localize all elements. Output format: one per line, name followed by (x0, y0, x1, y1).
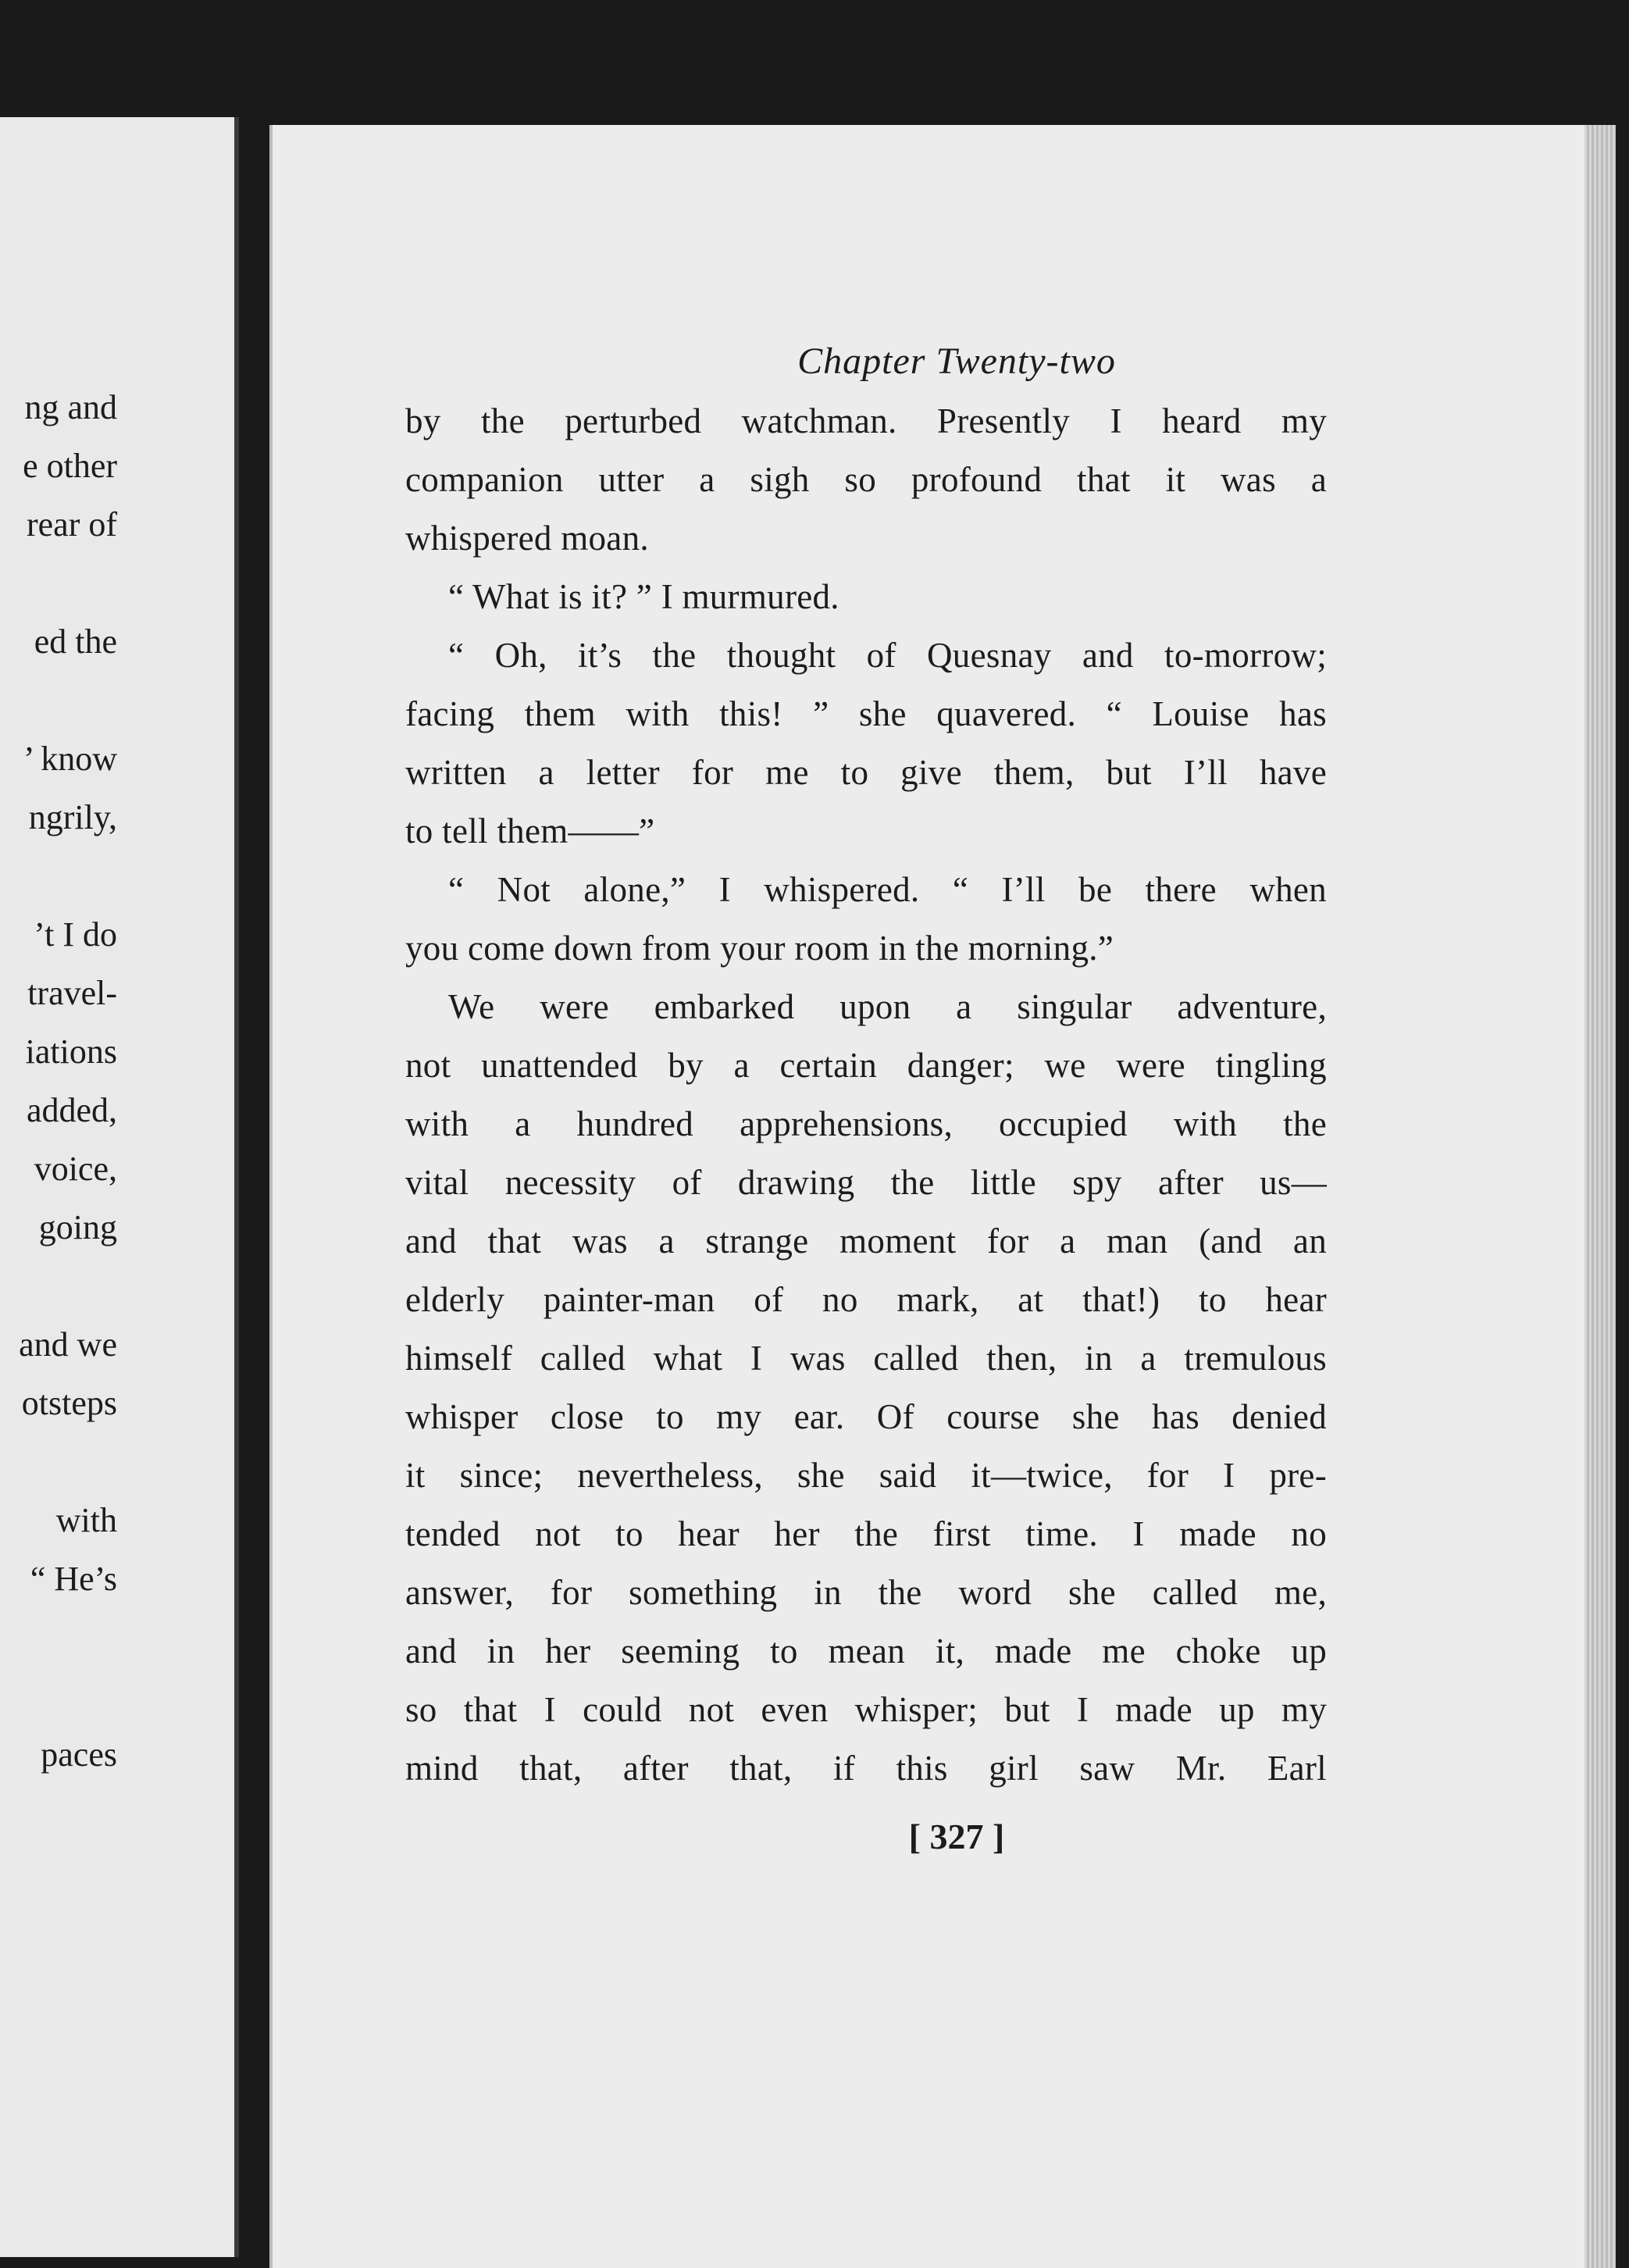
facing-page-fragment: added, (26, 1091, 117, 1129)
text-line: “ What is it? ” I murmured. (448, 577, 839, 616)
running-head: Chapter Twenty-two (797, 341, 1116, 382)
facing-page-fragment: with (55, 1501, 117, 1539)
text-line: mind that, after that, if this girl saw Mr. Earl (405, 1749, 1327, 1788)
text-line: and in her seeming to mean it, made me choke up (405, 1631, 1327, 1671)
facing-page-fragment: ’t I do (34, 915, 117, 954)
body-text (405, 392, 1327, 1798)
text-line: whisper close to my ear. Of course she has denied (405, 1397, 1327, 1436)
page-number: [ 327 ] (908, 1817, 1005, 1856)
facing-page-fragment: going (38, 1208, 117, 1246)
text-line: himself called what I was called then, in a tremulous (405, 1339, 1327, 1378)
text-line: We were embarked upon a singular adventure, (448, 987, 1327, 1026)
facing-page-fragment: “ He’s (30, 1560, 117, 1598)
facing-page-fragment: ’ know (23, 740, 117, 778)
text-line: answer, for something in the word she called me, (405, 1573, 1327, 1612)
text-line: by the perturbed watchman. Presently I heard my (405, 401, 1327, 440)
text-line: it since; nevertheless, she said it—twice, for I pre- (405, 1456, 1327, 1495)
book-page (269, 125, 1616, 2268)
facing-page-fragment: paces (41, 1735, 117, 1774)
text-line: so that I could not even whisper; but I made up my (405, 1690, 1327, 1729)
facing-page-fragment: ed the (34, 622, 117, 661)
text-line: you come down from your room in the morning.” (405, 929, 1114, 968)
text-line: tended not to hear her the first time. I made no (405, 1514, 1327, 1553)
facing-page-fragment: ngrily, (28, 798, 117, 836)
page-edge (1584, 125, 1616, 2268)
text-line: to tell them——” (405, 811, 655, 850)
facing-page-fragment: e other (23, 447, 117, 485)
facing-page-sliver (0, 117, 239, 2257)
facing-page-fragment: voice, (34, 1150, 117, 1188)
text-line: vital necessity of drawing the little spy after us— (405, 1163, 1327, 1202)
text-line: and that was a strange moment for a man (and an (405, 1221, 1327, 1261)
facing-page-fragment: travel- (27, 974, 117, 1012)
facing-page-fragment: ng and (24, 388, 117, 426)
text-line: whispered moan. (405, 519, 649, 558)
text-line: with a hundred apprehensions, occupied with the (405, 1104, 1327, 1143)
facing-page-fragment: iations (25, 1032, 117, 1071)
facing-page-fragment: otsteps (21, 1384, 117, 1422)
facing-page-fragment: rear of (26, 505, 117, 544)
text-line: elderly painter-man of no mark, at that!) to hear (405, 1280, 1327, 1319)
text-line: companion utter a sigh so profound that it was a (405, 460, 1327, 499)
text-line: not unattended by a certain danger; we were tingling (405, 1046, 1327, 1085)
text-line: “ Oh, it’s the thought of Quesnay and to-morrow; (448, 636, 1327, 675)
text-line: written a letter for me to give them, but I’ll have (405, 753, 1327, 792)
facing-page-fragment: and we (19, 1325, 117, 1364)
text-line: facing them with this! ” she quavered. “ Louise has (405, 694, 1327, 733)
text-line: “ Not alone,” I whispered. “ I’ll be there when (448, 870, 1327, 909)
